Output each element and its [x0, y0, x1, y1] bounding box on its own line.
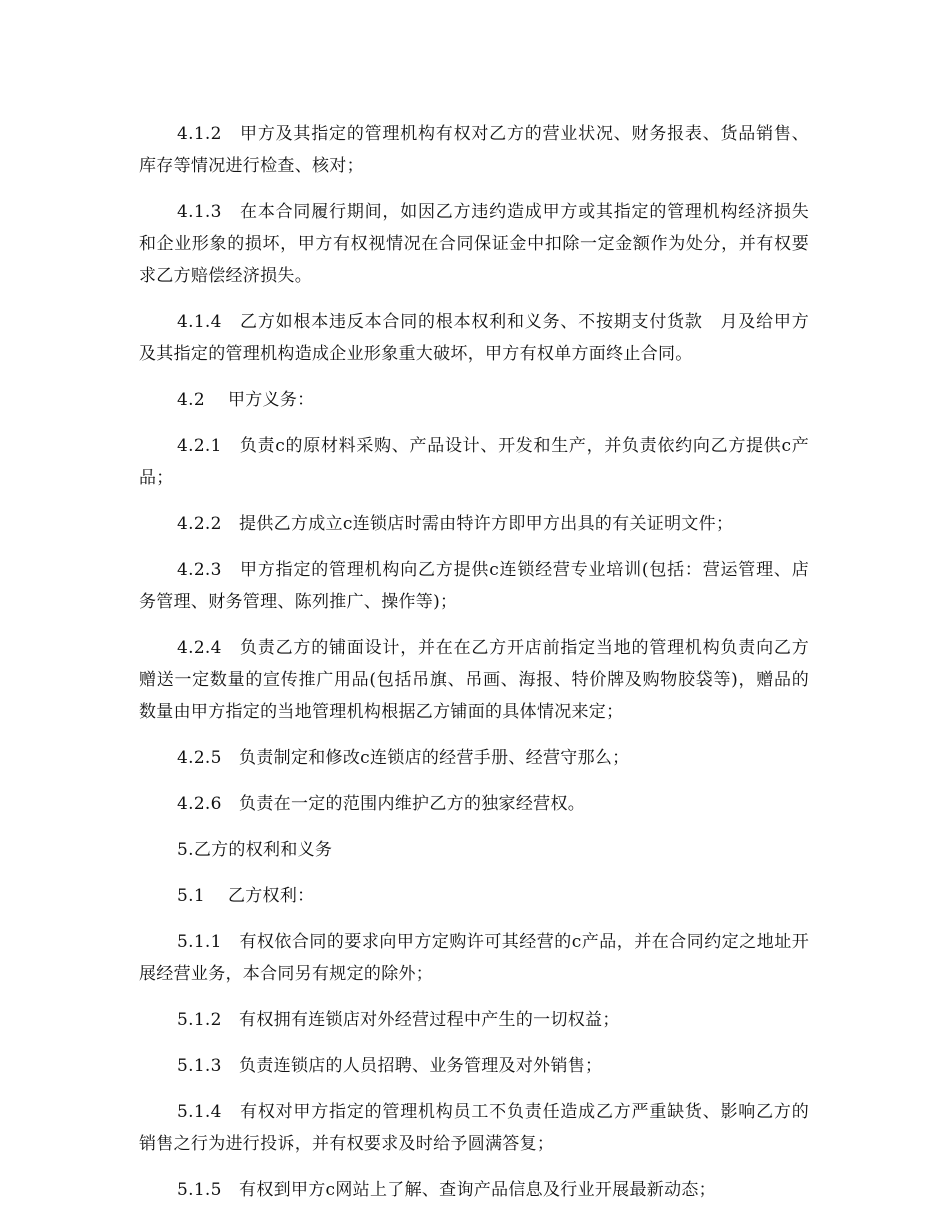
document-body	[139, 118, 809, 1220]
clause-4-2-2: 4.2.2 提供乙方成立c连锁店时需由特许方即甲方出具的有关证明文件；	[177, 514, 734, 534]
clause-5-1-4: 5.1.4 有权对甲方指定的管理机构员工不负责任造成乙方严重缺货、影响乙方的销售之行为进行投诉，并有权要求及时给予圆满答复；	[139, 1102, 809, 1154]
clause-4-2-6: 4.2.6 负责在一定的范围内维护乙方的独家经营权。	[177, 794, 586, 814]
clause-4-1-2: 4.1.2 甲方及其指定的管理机构有权对乙方的营业状况、财务报表、货品销售、库存等情况进行检查、核对；	[139, 124, 809, 176]
clause-4-1-4: 4.1.4 乙方如根本违反本合同的根本权利和义务、不按期支付货款 月及给甲方及其指定的管理机构造成企业形象重大破坏，甲方有权单方面终止合同。	[139, 312, 809, 364]
clause-5-1-1: 5.1.1 有权依合同的要求向甲方定购许可其经营的c产品，并在合同约定之地址开展经营业务，本合同另有规定的除外；	[139, 932, 809, 984]
clause-5-1-3: 5.1.3 负责连锁店的人员招聘、业务管理及对外销售；	[177, 1056, 603, 1076]
clause-5-1-5: 5.1.5 有权到甲方c网站上了解、查询产品信息及行业开展最新动态；	[177, 1180, 716, 1200]
section-4-2-heading: 4.2 甲方义务：	[177, 390, 315, 410]
section-5-1-heading: 5.1 乙方权利：	[177, 886, 315, 906]
clause-4-1-3: 4.1.3 在本合同履行期间，如因乙方违约造成甲方或其指定的管理机构经济损失和企业形象的损坏，甲方有权视情况在合同保证金中扣除一定金额作为处分，并有权要求乙方赔偿经济损失。	[139, 202, 809, 286]
clause-4-2-3: 4.2.3 甲方指定的管理机构向乙方提供c连锁经营专业培训(包括：营运管理、店务管理、财务管理、陈列推广、操作等)；	[139, 560, 809, 612]
clause-4-2-5: 4.2.5 负责制定和修改c连锁店的经营手册、经营守那么；	[177, 748, 630, 768]
section-5-heading: 5.乙方的权利和义务	[177, 840, 333, 860]
clause-4-2-4: 4.2.4 负责乙方的铺面设计，并在在乙方开店前指定当地的管理机构负责向乙方赠送一定数量的宣传推广用品(包括吊旗、吊画、海报、特价牌及购物胶袋等)，赠品的数量由甲方指定的当地管理机构根据乙方铺面的具体情况来定；	[139, 638, 809, 722]
clause-5-1-2: 5.1.2 有权拥有连锁店对外经营过程中产生的一切权益；	[177, 1010, 620, 1030]
clause-4-2-1: 4.2.1 负责c的原材料采购、产品设计、开发和生产，并负责依约向乙方提供c产品；	[139, 436, 809, 488]
